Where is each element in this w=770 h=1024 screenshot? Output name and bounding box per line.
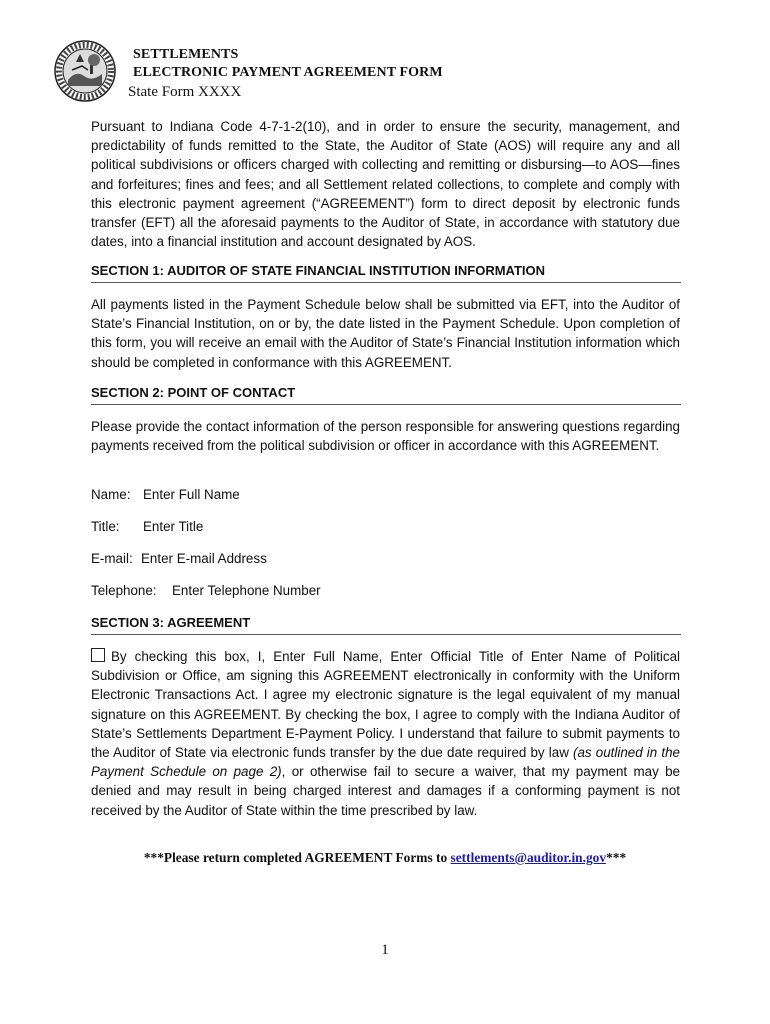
intro-paragraph: Pursuant to Indiana Code 4-7-1-2(10), and in order to ensure the security, management, and predictability of funds remitted to the State, the Auditor of State (AOS) will require any and all political subdivisions or officers charged with collecting and remitting or disbursing—to AOS—fines and forfeitures; fines and fees; and all Settlement related collections, to complete and comply with this electronic payment agreement (“AGREEMENT”) form to direct deposit by electronic funds transfer (EFT) all the aforesaid payments to the Auditor of State, in accordance with statutory due dates, into a financial institution and account designated by AOS. <box>91 119 680 250</box>
name-input[interactable]: Enter Full Name <box>143 487 240 502</box>
agreement-paragraph <box>91 647 680 820</box>
email-label: E-mail: <box>91 551 133 566</box>
section2-text: Please provide the contact information of the person responsible for answering questions regarding payments received from the political subdivision or officer in accordance with this AGREEMENT. <box>91 419 680 454</box>
title-field-row <box>91 518 203 536</box>
email-field-row <box>91 550 267 568</box>
return-note-prefix: ***Please return completed AGREEMENT Forms to <box>143 850 451 865</box>
agreement-text-italic: (as outlined in the Payment Schedule on page 2) <box>91 745 680 780</box>
email-input[interactable]: Enter E-mail Address <box>141 551 267 566</box>
phone-field-row <box>91 582 321 600</box>
section1-heading: SECTION 1: AUDITOR OF STATE FINANCIAL INSTITUTION INFORMATION <box>91 262 681 283</box>
phone-input[interactable]: Enter Telephone Number <box>172 583 321 598</box>
title-label: Title: <box>91 519 120 534</box>
section3-heading: SECTION 3: AGREEMENT <box>91 614 681 635</box>
agreement-checkbox[interactable] <box>91 648 105 662</box>
header-title-line2: ELECTRONIC PAYMENT AGREEMENT FORM <box>133 65 443 80</box>
header-title-line1: SETTLEMENTS <box>133 47 239 62</box>
return-instructions <box>0 850 770 866</box>
name-label: Name: <box>91 487 131 502</box>
form-header <box>128 46 443 102</box>
section2-heading: SECTION 2: POINT OF CONTACT <box>91 384 681 405</box>
agreement-text-part2: , or otherwise fail to secure a waiver, that my payment may be denied and may result in being charged interest and damages if a conforming payment is not received by the Auditor of State within the time prescribed by law. <box>91 764 680 818</box>
page-number: 1 <box>381 942 389 958</box>
phone-label: Telephone: <box>91 583 157 598</box>
section1-text: All payments listed in the Payment Schedule below shall be submitted via EFT, into the Auditor of State’s Financial Institution, on or by, the date listed in the Payment Schedule. Upon completion of this form, you will receive an email with the Auditor of State’s Financial Institution information which should be completed in conformance with this AGREEMENT. <box>91 297 680 370</box>
return-note-suffix: *** <box>606 850 627 865</box>
name-field-row <box>91 486 240 504</box>
form-number: State Form XXXX <box>128 84 242 100</box>
agreement-text-part1: By checking this box, I, Enter Full Name, Enter Official Title of Enter Name of Political Subdivision or Office, am signing this AGREEMENT electronically in conformity with the Uniform Electronic Transactions Act. I agree my electronic signature is the legal equivalent of my manual signature on this AGREEMENT. By checking the box, I agree to comply with the Indiana Auditor of State’s Settlements Department E-Payment Policy. I understand that failure to submit payments to the Auditor of State via electronic funds transfer by the due date required by law <box>91 649 680 761</box>
state-seal-icon <box>54 40 116 102</box>
title-input[interactable]: Enter Title <box>143 519 204 534</box>
settlements-email-link[interactable]: settlements@auditor.in.gov <box>450 850 607 865</box>
